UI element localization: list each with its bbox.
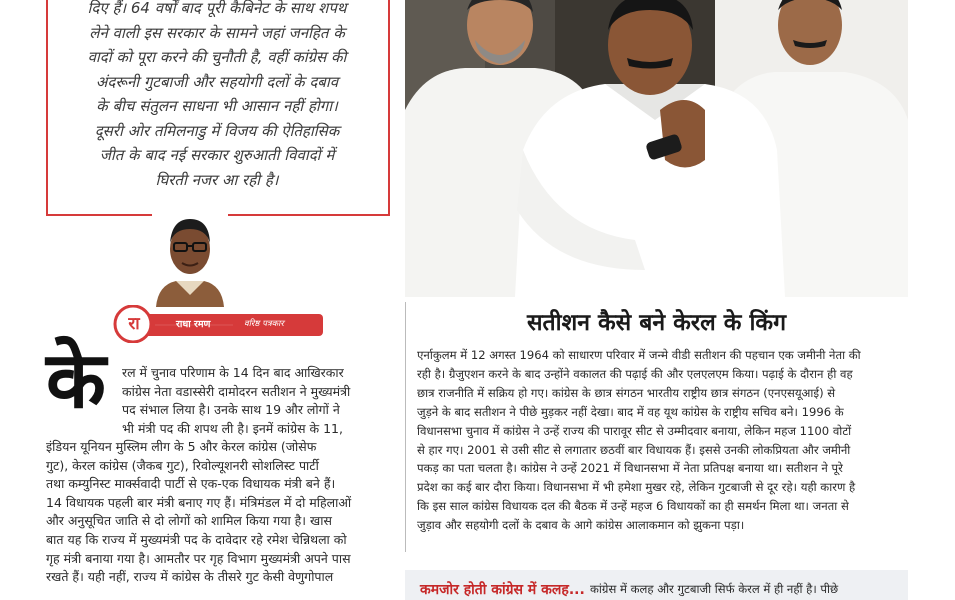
profile-line: एर्नाकुलम में 12 अगस्त 1964 को साधारण परिवार में जन्मे वीडी सतीशन की पहचान एक जमीनी नेता की <box>417 348 861 362</box>
profile-line: रही है। ग्रैजुएशन करने के बाद उन्होंने वकालत की पढ़ाई की और एलएलएम किया। पढ़ाई के दौरान ही वह <box>417 366 853 381</box>
profile-text <box>417 346 909 535</box>
next-story-text: कांग्रेस में कलह और गुटबाजी सिर्फ केरल में ही नहीं है। पीछे <box>590 582 839 596</box>
profile-headline: सतीशन कैसे बने केरल के किंग <box>526 310 787 336</box>
profile-line: विधानसभा चुनाव में कांग्रेस ने उन्हें राज्य की पारावूर सीट से उम्मीदवार बनाया, लेकिन महज 1100 वोटों <box>417 423 852 438</box>
profile-line: पकड़ का पता चलता है। कांग्रेस ने उन्हें 2021 में विधानसभा में नेता प्रतिपक्ष बनाया था। सतीशन ने पूरे <box>417 461 843 476</box>
author-avatar <box>152 207 228 307</box>
article-line: भी मंत्री पद की शपथ ली है। इनमें कांग्रेस के 11, <box>122 420 343 436</box>
article-line: पद संभाल लिया है। उनके साथ 19 और लोगों ने <box>122 402 340 418</box>
article-line: गुट), केरल कांग्रेस (जैकब गुट), रिवोल्यूशनरी सोशलिस्ट पार्टी <box>46 457 319 473</box>
pull-quote-line: घिरती नजर आ रही है। <box>155 170 279 189</box>
pull-quote-line: वादों को पूरा करने की चुनौती है, वहीं कांग्रेस की <box>87 48 347 66</box>
article-body-top <box>122 364 384 438</box>
pull-quote-line: दूसरी ओर तमिलनाडु में विजय की ऐतिहासिक <box>94 121 340 140</box>
pull-quote-text <box>56 0 378 192</box>
leaders-photo <box>405 0 908 297</box>
article-line: 14 विधायक पहली बार मंत्री बनाए गए हैं। मंत्रिमंडल में दो महिलाओं <box>46 494 352 510</box>
profile-line: प्रदेश का कई बार दौरा किया। विधानसभा में भी हमेशा मुखर रहे, लेकिन गुटबाजी से दूर रहे। यही कारण है <box>417 480 856 495</box>
article-body-bottom <box>46 438 384 587</box>
dropcap: के <box>46 335 106 426</box>
column-divider <box>405 302 406 552</box>
article-line: तथा कम्युनिस्ट मार्क्सवादी पार्टी से एक-एक विधायक मंत्री बने हैं। <box>46 476 336 492</box>
article-line: गृह मंत्री बनाया गया है। आमतौर पर गृह विभाग मुख्यमंत्री अपने पास <box>46 550 351 566</box>
profile-line: जुड़ाव और सहयोगी दलों के दबाव के आगे कांग्रेस आलाकमान को झुकना पड़ा। <box>417 518 745 533</box>
profile-line: जुड़ने के बाद सतीशन ने पीछे मुड़कर नहीं देखा। बाद में वह यूथ कांग्रेस के राष्ट्रीय सचिव बने। 1996 के <box>417 404 844 419</box>
profile-line: छात्र राजनीति में सक्रिय हो गए। कांग्रेस के छात्र संगठन भारतीय राष्ट्रीय छात्र संगठन (एनएसयूआई) से <box>417 385 836 400</box>
article-line: रल में चुनाव परिणाम के 14 दिन बाद आखिरकार <box>122 365 344 380</box>
article-line: बात यह कि राज्य में मुख्यमंत्री पद के दावेदार रहे रमेश चेन्निथला को <box>46 531 347 547</box>
author-name: राधा रमण <box>176 319 211 330</box>
pull-quote-line: के बीच संतुलन साधना भी आसान नहीं होगा। <box>96 97 338 115</box>
pull-quote-line: दिए हैं। 64 वर्षों बाद पूरी कैबिनेट के साथ शपथ <box>87 0 347 17</box>
article-line: कांग्रेस नेता वडास्सेरी दामोदरन सतीशन ने मुख्यमंत्री <box>122 383 351 399</box>
pull-quote-line: अंदरूनी गुटबाजी और सहयोगी दलों के दबाव <box>95 72 339 91</box>
author-logo: रा <box>128 314 140 334</box>
article-line: इंडियन यूनियन मुस्लिम लीग के 5 और केरल कांग्रेस (जोसेफ <box>46 439 317 454</box>
profile-line: से हार गए। 2001 से उसी सीट से लगातार छठवीं बार विधायक हैं। इससे उनकी लोकप्रियता और जमीनी <box>417 442 851 457</box>
next-story-heading: कमजोर होती कांग्रेस में कलह... <box>420 582 585 598</box>
article-line: और अनुसूचित जाति से दो लोगों को शामिल किया गया है। खास <box>46 513 332 529</box>
pull-quote-line: लेने वाली इस सरकार के सामने जहां जनहित के <box>89 23 345 42</box>
article-line: रखते हैं। यही नहीं, राज्य में कांग्रेस के तीसरे गुट केसी वेणुगोपाल <box>46 569 334 585</box>
pull-quote-line: जीत के बाद नई सरकार शुरुआती विवादों में <box>99 146 335 164</box>
author-role: वरिष्ठ पत्रकार <box>244 319 284 329</box>
profile-line: कि इस साल कांग्रेस विधायक दल की बैठक में उन्हें महज 6 विधायकों का ही समर्थन मिला था। जनता से <box>417 499 849 514</box>
